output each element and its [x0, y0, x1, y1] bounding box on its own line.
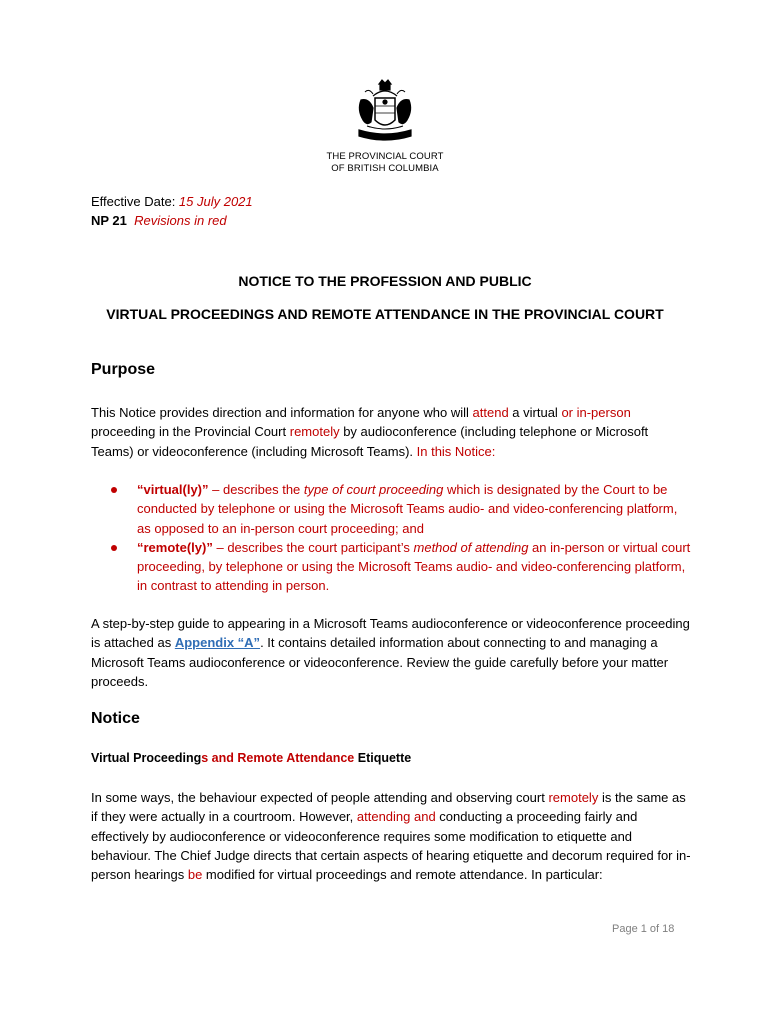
text-run: Etiquette: [354, 751, 412, 765]
text-run: modified for virtual proceedings and remote attendance. In particular:: [202, 867, 603, 883]
revision-text: or in-person: [561, 405, 631, 420]
defined-term: “virtual(ly)”: [137, 482, 209, 497]
etiquette-subheading: [91, 751, 411, 765]
revision-text: be: [187, 867, 203, 883]
text-run: method of attending: [413, 539, 529, 555]
revision-text: attend: [472, 405, 509, 420]
text-run: . It contains detailed information about connecting to and managing a Microsoft Teams audioconference or videoconference. Review the guide carefully before your matter proceeds.: [91, 635, 669, 689]
court-name-line1: THE PROVINCIAL COURT: [326, 151, 444, 162]
purpose-paragraph-1: [91, 403, 691, 461]
text-run: – describes the: [208, 482, 304, 497]
revision-text: remotely: [289, 424, 340, 440]
text-run: – describes the court participant’s: [212, 539, 414, 555]
revision-text: remotely: [548, 790, 599, 805]
text-run: an in-person or virtual court proceeding, by telephone or using the Microsoft Teams audio- and video-conferencing platform, in contrast to attending in person.: [137, 539, 691, 594]
bullet-icon: [111, 487, 117, 493]
text-run: which is designated by the Court to be conducted by telephone or using the Microsoft Teams audio- and video-conferencing platform, as opposed to an in-person court proceeding; and: [137, 482, 678, 536]
text-run: This Notice provides direction and information for anyone who will: [91, 405, 473, 420]
text-run: by audioconference (including telephone or Microsoft Teams) or videoconference (including Microsoft Teams).: [91, 424, 649, 459]
purpose-paragraph-2: [91, 614, 691, 691]
text-run: is the same as if they were actually in a courtroom. However,: [91, 790, 686, 825]
court-name-line2: OF BRITISH COLUMBIA: [331, 163, 439, 174]
revision-text: attending and: [356, 809, 436, 825]
definitions-list: [108, 480, 693, 596]
np-number: NP 21: [91, 213, 127, 228]
text-run: proceeding in the Provincial Court: [91, 424, 290, 440]
court-name: [300, 151, 470, 175]
revision-text: In this Notice:: [416, 443, 496, 459]
text-run: conducting a proceeding fairly and effectively by audioconference or videoconference requires some modification to etiquette and behaviour. The Chief Judge directs that certain aspects of hearing etiquette and decorum required for in-person hearings: [91, 809, 691, 883]
appendix-a-link[interactable]: Appendix “A”: [174, 635, 261, 651]
text-run: Virtual Proceeding: [91, 751, 202, 765]
np-line: [91, 213, 227, 228]
purpose-heading: Purpose: [91, 361, 156, 378]
list-item: [108, 480, 693, 538]
effective-date-value: 15 July 2021: [178, 194, 253, 209]
text-run: A step-by-step guide to appearing in a Microsoft Teams audioconference or videoconference proceeding is attached as: [91, 616, 690, 651]
text-run: type of court proceeding: [303, 482, 444, 497]
bullet-icon: [111, 545, 117, 551]
effective-date-line: [91, 194, 253, 209]
coat-of-arms-icon: [351, 78, 419, 148]
list-item: [108, 538, 693, 596]
effective-date-label: Effective Date:: [91, 194, 179, 209]
notice-paragraph: [91, 788, 691, 884]
revisions-note: Revisions in red: [134, 213, 227, 228]
revision-text: s and Remote Attendance: [201, 751, 355, 765]
notice-heading: Notice: [91, 710, 140, 727]
page-number: Page 1 of 18: [612, 923, 675, 935]
text-run: In some ways, the behaviour expected of people attending and observing court: [91, 790, 549, 805]
text-run: a virtual: [508, 405, 562, 420]
notice-title: NOTICE TO THE PROFESSION AND PUBLIC: [238, 273, 532, 289]
defined-term: “remote(ly)”: [137, 539, 213, 555]
notice-subtitle: VIRTUAL PROCEEDINGS AND REMOTE ATTENDANCE IN THE PROVINCIAL COURT: [106, 306, 664, 322]
